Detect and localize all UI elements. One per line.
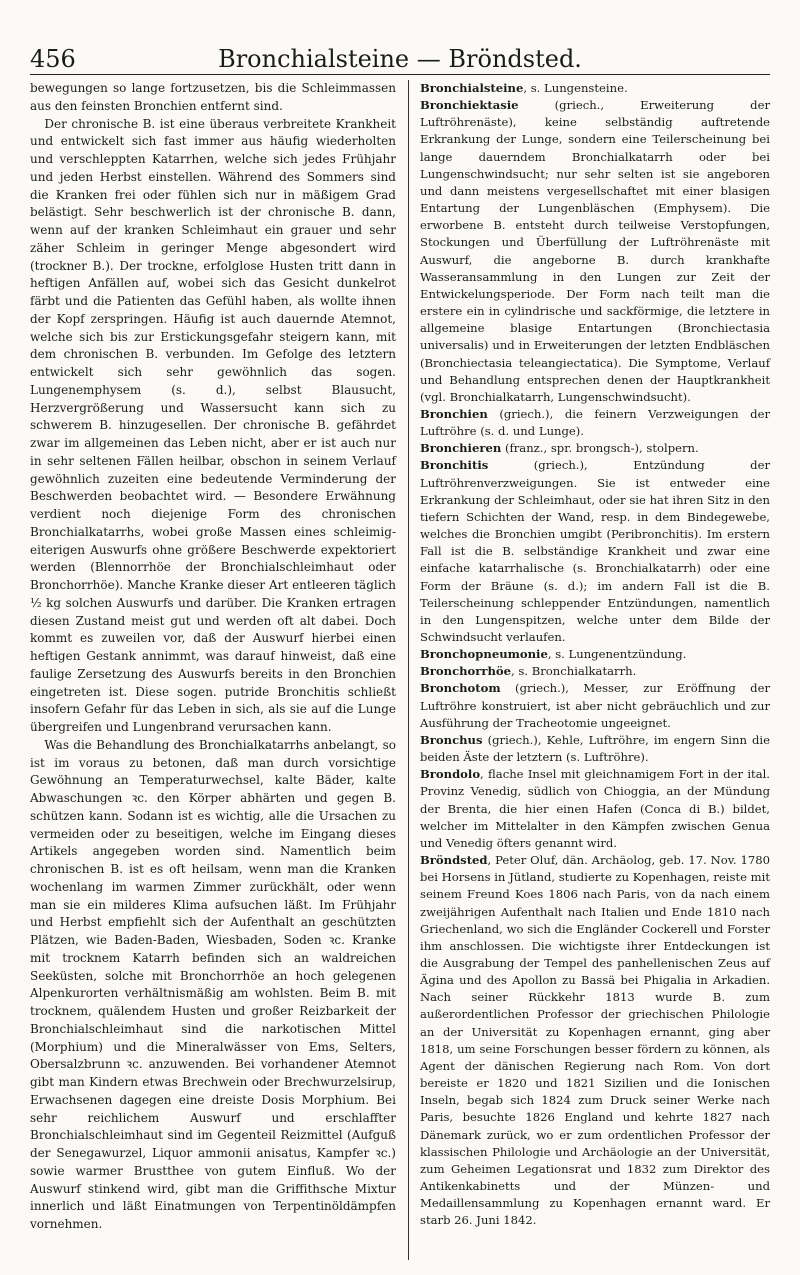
entry-lemma: Bronchitis <box>420 458 489 473</box>
entry-lemma: Bronchien <box>420 406 488 421</box>
dictionary-entry <box>420 663 770 680</box>
right-column <box>420 80 770 1229</box>
entry-lemma: Brondolo <box>420 767 481 782</box>
entry-lemma: Bronchorrhöe <box>420 664 512 679</box>
dictionary-entry <box>420 766 770 852</box>
running-head: Bronchialsteine — Bröndsted. <box>218 45 582 73</box>
dictionary-entry <box>420 406 770 440</box>
dictionary-entry <box>420 440 770 457</box>
entry-text: , s. Lungensteine. <box>523 81 628 95</box>
entry-lemma: Bronchopneumonie <box>420 647 548 662</box>
dictionary-entry <box>420 80 770 97</box>
entry-text: (griech.), Entzündung der Luftröhrenverzweigungen. Sie ist entweder eine Erkrankung der Schleimhaut, oder sie hat ihren Sitz in den tiefern Schichten der Wand, resp. in dem Bindegewebe, welches die Bronchien umgibt (Peribronchitis). Im erstern Fall ist die B. selbständige Krankheit und zwar eine einfache katarrhalische (s. Bronchialkatarrh) oder eine Form der Bräune (s. d.); im andern Fall ist die B. Teilerscheinung schleppender Entzündungen, namentlich in den Lungenspitzen, welche unter dem Bilde der Schwindsucht verlaufen. <box>420 458 770 644</box>
entry-lemma: Bronchus <box>420 732 483 747</box>
entry-text: , s. Lungenentzündung. <box>547 647 687 662</box>
page-number: 456 <box>30 45 76 73</box>
dictionary-entry <box>420 457 770 646</box>
entry-lemma: Bronchotom <box>420 681 501 696</box>
paragraph: Was die Behandlung des Bronchialkatarrhs anbelangt, so ist im voraus zu betonen, daß man durch vorsichtige Gewöhnung an Temperaturwechsel, kalte Bäder, kalte Abwaschungen ꝛc. den Körper abhärten und gegen B. schützen kann. Sodann ist es wichtig, alle die Ursachen zu vermeiden oder zu beseitigen, welche im Eingang dieses Artikels angegeben worden sind. Namentlich beim chronischen B. ist es oft heilsam, wenn man die Kranken wochenlang im warmen Zimmer zurückhält, oder wenn man sie ein milderes Klima aufsuchen läßt. Im Frühjahr und Herbst empfiehlt sich der Aufenthalt an geschützten Plätzen, wie Baden-Baden, Wiesbaden, Soden ꝛc. Kranke mit trocknem Katarrh befinden sich an waldreichen Seeküsten, solche mit Bronchorrhöe an hoch gelegenen Alpenkurorten verhältnismäßig am wohlsten. Beim B. mit trocknem, quälendem Husten und großer Reizbarkeit der Bronchialschleimhaut sind die narkotischen Mittel (Morphium) und die Mineralwässer von Ems, Selters, Obersalzbrunn ꝛc. anzuwenden. Bei vorhandener Atemnot gibt man Kindern etwas Brechwein oder Brechwurzelsirup, Erwachsenen dagegen eine dreiste Dosis Morphium. Bei sehr reichlichem Auswurf und erschlaffter Bronchialschleimhaut sind im Gegenteil Reizmittel (Aufguß der Senegawurzel, Liquor ammonii anisatus, Kampfer ꝛc.) sowie warmer Brustthee von gutem Einfluß. Wo der Auswurf stinkend wird, gibt man die Griffithsche Mixtur innerlich und läßt Einatmungen von Terpentinöldämpfen vornehmen. <box>30 737 396 1231</box>
paragraph: bewegungen so lange fortzusetzen, bis die Schleimmassen aus den feinsten Bronchien entfernt sind. <box>30 81 396 113</box>
entry-lemma: Bröndsted <box>420 853 488 868</box>
page-header <box>30 44 770 75</box>
entry-text: , flache Insel mit gleichnamigem Fort in der ital. Provinz Venedig, südlich von Chioggia, an der Mündung der Brenta, die hier einen Hafen (Conca di B.) bildet, welcher im Mittelalter in den Kämpfen zwischen Genua und Venedig öfters genannt wird. <box>420 767 770 850</box>
entry-text: (griech.), Messer, zur Eröffnung der Luftröhre konstruiert, ist aber nicht gebräuchlich und zur Ausführung der Tracheotomie ungeeignet. <box>420 681 770 730</box>
dictionary-entry <box>420 852 770 1229</box>
dictionary-entry <box>420 97 770 406</box>
entry-text: , s. Bronchialkatarrh. <box>511 664 637 679</box>
entry-lemma: Bronchieren <box>420 441 502 456</box>
entry-text: (griech., Erweiterung der Luftröhrenäste), keine selbständig auftretende Erkrankung der Lunge, sondern eine Teilerscheinung bei lange dauerndem Bronchialkatarrh oder bei Lungenschwindsucht; nur sehr selten ist sie angeboren und dann meistens vergesellschaftet mit einer blasigen Entartung der Lungenbläschen (Emphysem). Die erworbene B. entsteht durch teilweise Verstopfungen, Stockungen und Überfüllung der Luftröhrenäste mit Auswurf, die angeborne B. durch krankhafte Wasseransammlung in den Lungen zur Zeit der Entwickelungsperiode. Der Form nach teilt man die erstere ein in cylindrische und sackförmige, die letztere in allgemeine blasige Entartungen (Bronchiectasia universalis) und in Erweiterungen der letzten Endbläschen (Bronchiectasia teleangiectatica). Die Symptome, Verlauf und Behandlung entsprechen denen der Hauptkrankheit (vgl. Bronchialkatarrh, Lungenschwindsucht). <box>420 98 770 404</box>
entry-lemma: Bronchialsteine <box>420 81 524 95</box>
column-divider <box>408 80 409 1260</box>
entry-text: (griech.), Kehle, Luftröhre, im engern Sinn die beiden Äste der letztern (s. Luftröhre). <box>420 732 770 765</box>
entry-text: , Peter Oluf, dän. Archäolog, geb. 17. Nov. 1780 bei Horsens in Jütland, studierte zu Kopenhagen, reiste mit seinem Freund Koes 1806 nach Paris, von da nach einem zweijährigen Aufenthalt nach Italien und Ende 1810 nach Griechenland, wo sich die Engländer Cockerell und Forster ihm anschlossen. Die wichtigste ihrer Entdeckungen ist die Ausgrabung der Tempel des panhellenischen Zeus auf Ägina und des Apollon zu Bassä bei Phigalia in Arkadien. Nach seiner Rückkehr 1813 wurde B. zum außerordentlichen Professor der griechischen Philologie an der Universität zu Kopenhagen ernannt, ging aber 1818, um seine Forschungen besser fördern zu können, als Agent der dänischen Regierung nach Rom. Von dort bereiste er 1820 und 1821 Sizilien und die Ionischen Inseln, begab sich 1824 zum Druck seiner Werke nach Paris, besuchte 1826 England und kehrte 1827 nach Dänemark zurück, wo er zum ordentlichen Professor der klassischen Philologie und Archäologie an der Universität, zum Geheimen Legationsrat und 1832 zum Direktor des Antikenkabinetts und der Münzen- und Medaillensammlung zu Kopenhagen ernannt ward. Er starb 26. Juni 1842. <box>420 853 771 1228</box>
entry-text: (griech.), die feinern Verzweigungen der Luftröhre (s. d. und Lunge). <box>420 406 770 439</box>
dictionary-entry <box>420 646 770 663</box>
dictionary-entry <box>420 732 770 766</box>
dictionary-entry <box>420 680 770 731</box>
paragraph: Der chronische B. ist eine überaus verbreitete Krankheit und entwickelt sich fast immer aus häufig wiederholten und verschleppten Katarrhen, welche sich jedes Frühjahr und jeden Herbst einstellen. Während des Sommers sind die Kranken frei oder fühlen sich nur in mäßigem Grad belästigt. Sehr beschwerlich ist der chronische B. dann, wenn auf der kranken Schleimhaut ein grauer und sehr zäher Schleim in geringer Menge abgesondert wird (trockner B.). Der trockne, erfolglose Husten tritt dann in heftigen Anfällen auf, wobei sich das Gesicht dunkelrot färbt und die Patienten das Gefühl haben, als wollte ihnen der Kopf zerspringen. Häufig ist auch dauernde Atemnot, welche sich bis zur Erstickungsgefahr steigern kann, mit dem chronischen B. verbunden. Im Gefolge des letztern entwickelt sich sehr gewöhnlich das sogen. Lungenemphysem (s. d.), selbst Blausucht, Herzvergrößerung und Wassersucht kann sich zu schwerem B. hinzugesellen. Der chronische B. gefährdet zwar im allgemeinen das Leben nicht, aber er ist auch nur in sehr seltenen Fällen heilbar, obschon in seinem Verlauf gewöhnlich zuzeiten eine bedeutende Verminderung der Beschwerden beobachtet wird. — Besondere Erwähnung verdient noch diejenige Form des chronischen Bronchialkatarrhs, wobei große Massen eines schleimig-eiterigen Auswurfs ohne größere Beschwerde expektoriert werden (Blennorrhöe der Bronchialschleimhaut oder Bronchorrhöe). Manche Kranke dieser Art entleeren täglich ½ kg solchen Auswurfs und darüber. Die Kranken ertragen diesen Zustand meist gut und werden oft alt dabei. Doch kommt es zuweilen vor, daß der Auswurf hierbei einen heftigen Gestank annimmt, was darauf hinweist, daß eine faulige Zersetzung des Auswurfs bereits in den Bronchien eingetreten ist. Diese sogen. putride Bronchitis schließt insofern Gefahr für das Leben in sich, als sie auf die Lunge übergreifen und Lungenbrand verursachen kann. <box>30 116 396 734</box>
left-column <box>30 80 396 1234</box>
entry-lemma: Bronchiektasie <box>420 98 519 113</box>
entry-text: (franz., spr. brongsch-), stolpern. <box>501 441 699 456</box>
